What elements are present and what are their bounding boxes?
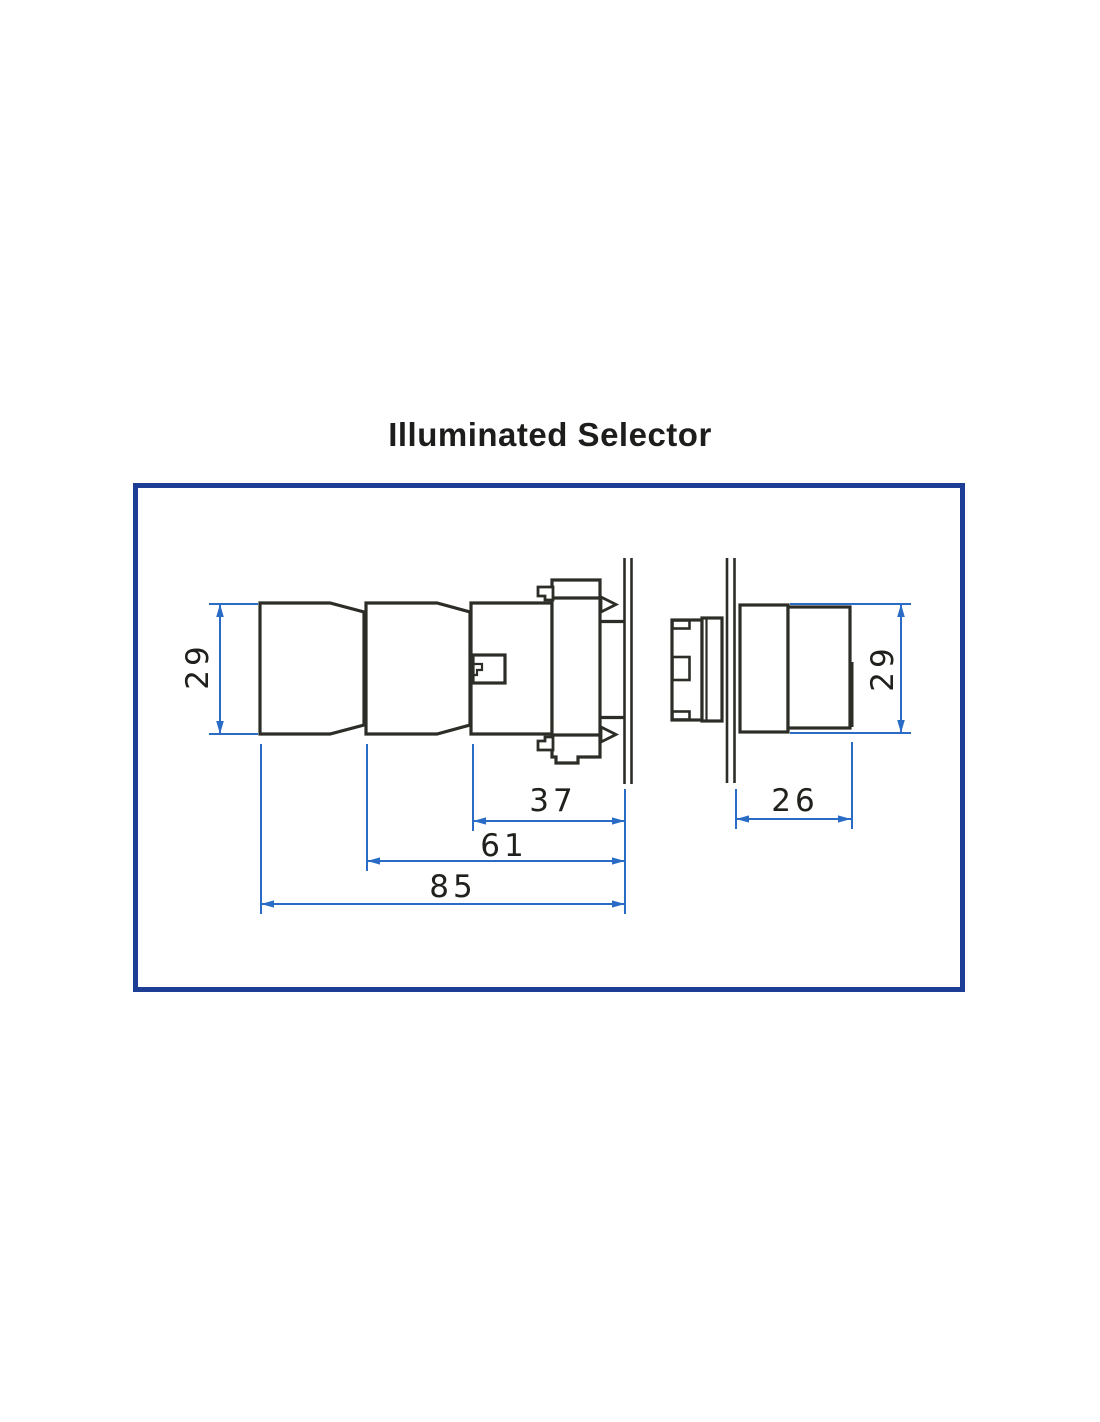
page-title: Illuminated Selector [388, 416, 712, 453]
selector-side-view [260, 558, 632, 784]
selector-rear-view [672, 558, 852, 783]
contact-block-slot-top [673, 621, 690, 629]
knob-front-section [260, 603, 364, 734]
dimension-label-mount-depth: 37 [529, 783, 577, 819]
dimension-label-button-height: 29 [865, 644, 901, 692]
bezel-ring [740, 605, 788, 732]
dimension-label-body-depth: 61 [480, 828, 528, 864]
contact-block-slot-bottom [673, 712, 690, 720]
dimension-label-total-depth: 85 [429, 869, 477, 905]
contact-block-recess [673, 657, 690, 680]
top-hook [538, 587, 553, 600]
dimension-knob-height [209, 604, 258, 734]
dimension-label-front-projection: 26 [771, 783, 819, 819]
button-head [788, 607, 850, 728]
top-retaining-clip [601, 597, 616, 612]
dimension-label-knob-height: 29 [180, 642, 216, 690]
knob-rear-section [366, 603, 470, 734]
contact-block-collar [702, 618, 722, 721]
bottom-retaining-clip [601, 727, 616, 742]
bottom-hook [538, 737, 553, 750]
